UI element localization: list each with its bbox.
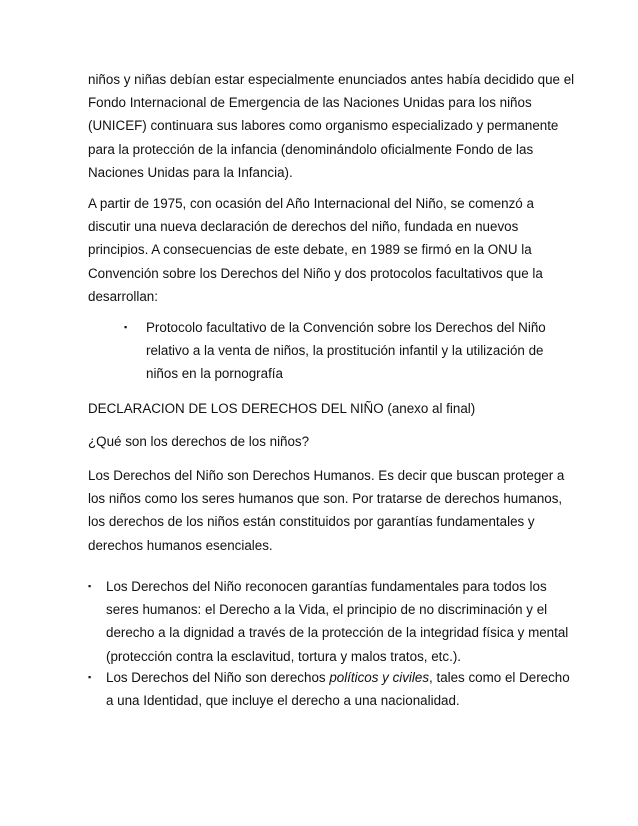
italic-text-run: políticos y civiles xyxy=(329,670,430,685)
text-line: para la protección de la infancia (denominándolo oficialmente Fondo de las xyxy=(88,141,534,157)
text-line: relativo a la venta de niños, la prostitución infantil y la utilización de xyxy=(146,343,544,359)
paragraph-human-rights xyxy=(88,464,565,557)
protocol-bullet-text xyxy=(146,316,546,386)
paragraph-convention xyxy=(88,192,558,308)
rights-bullet-text xyxy=(106,575,568,668)
text-line: principios. A consecuencias de este debate, en 1989 se firmó en la ONU la xyxy=(88,242,532,258)
text-line: Fondo Internacional de Emergencia de las Naciones Unidas para los niños xyxy=(88,95,532,111)
text-line: seres humanos: el Derecho a la Vida, el principio de no discriminación y el xyxy=(106,602,548,618)
bullet-marker-icon: ▪ xyxy=(88,672,92,682)
bullet-marker-icon: ▪ xyxy=(88,581,92,591)
text-run: , tales como el Derecho xyxy=(429,670,570,685)
text-run: Los Derechos del Niño son derechos xyxy=(106,670,330,685)
text-line: (protección contra la esclavitud, tortura y malos tratos, etc.). xyxy=(106,648,461,664)
text-line: niños en la pornografía xyxy=(146,366,283,382)
paragraph-unicef xyxy=(88,68,575,184)
text-line: Convención sobre los Derechos del Niño y dos protocolos facultativos que la xyxy=(88,265,543,281)
text-line: Los Derechos del Niño son Derechos Humanos. Es decir que buscan proteger a xyxy=(88,468,565,483)
text-line: los derechos de los niños están constituidos por garantías fundamentales y xyxy=(88,514,535,530)
question-heading: ¿Qué son los derechos de los niños? xyxy=(88,434,310,449)
text-line: discutir una nueva declaración de derechos del niño, fundada en nuevos xyxy=(88,219,519,235)
text-line: Los Derechos del Niño reconocen garantías fundamentales para todos los xyxy=(106,579,547,594)
text-line: (UNICEF) continuara sus labores como organismo especializado y permanente xyxy=(88,118,559,134)
rights-bullet-text xyxy=(106,666,570,712)
text-line: Protocolo facultativo de la Convención sobre los Derechos del Niño xyxy=(146,320,546,335)
bullet-marker-icon: ▪ xyxy=(124,322,128,332)
text-line: niños y niñas debían estar especialmente enunciados antes había decidido que el xyxy=(88,72,575,87)
declaration-heading: DECLARACION DE LOS DERECHOS DEL NIÑO (anexo al final) xyxy=(88,401,476,416)
text-line: A partir de 1975, con ocasión del Año Internacional del Niño, se comenzó a xyxy=(88,196,534,211)
text-line: a una Identidad, que incluye el derecho a una nacionalidad. xyxy=(106,693,460,709)
text-line: derecho a la dignidad a través de la protección de la integridad física y mental xyxy=(106,625,569,641)
text-line: los niños como los seres humanos que son. Por tratarse de derechos humanos, xyxy=(88,491,563,507)
text-line xyxy=(106,666,570,689)
text-line: Naciones Unidas para la Infancia). xyxy=(88,164,293,180)
text-line: derechos humanos esenciales. xyxy=(88,537,273,553)
text-line: desarrollan: xyxy=(88,288,158,304)
